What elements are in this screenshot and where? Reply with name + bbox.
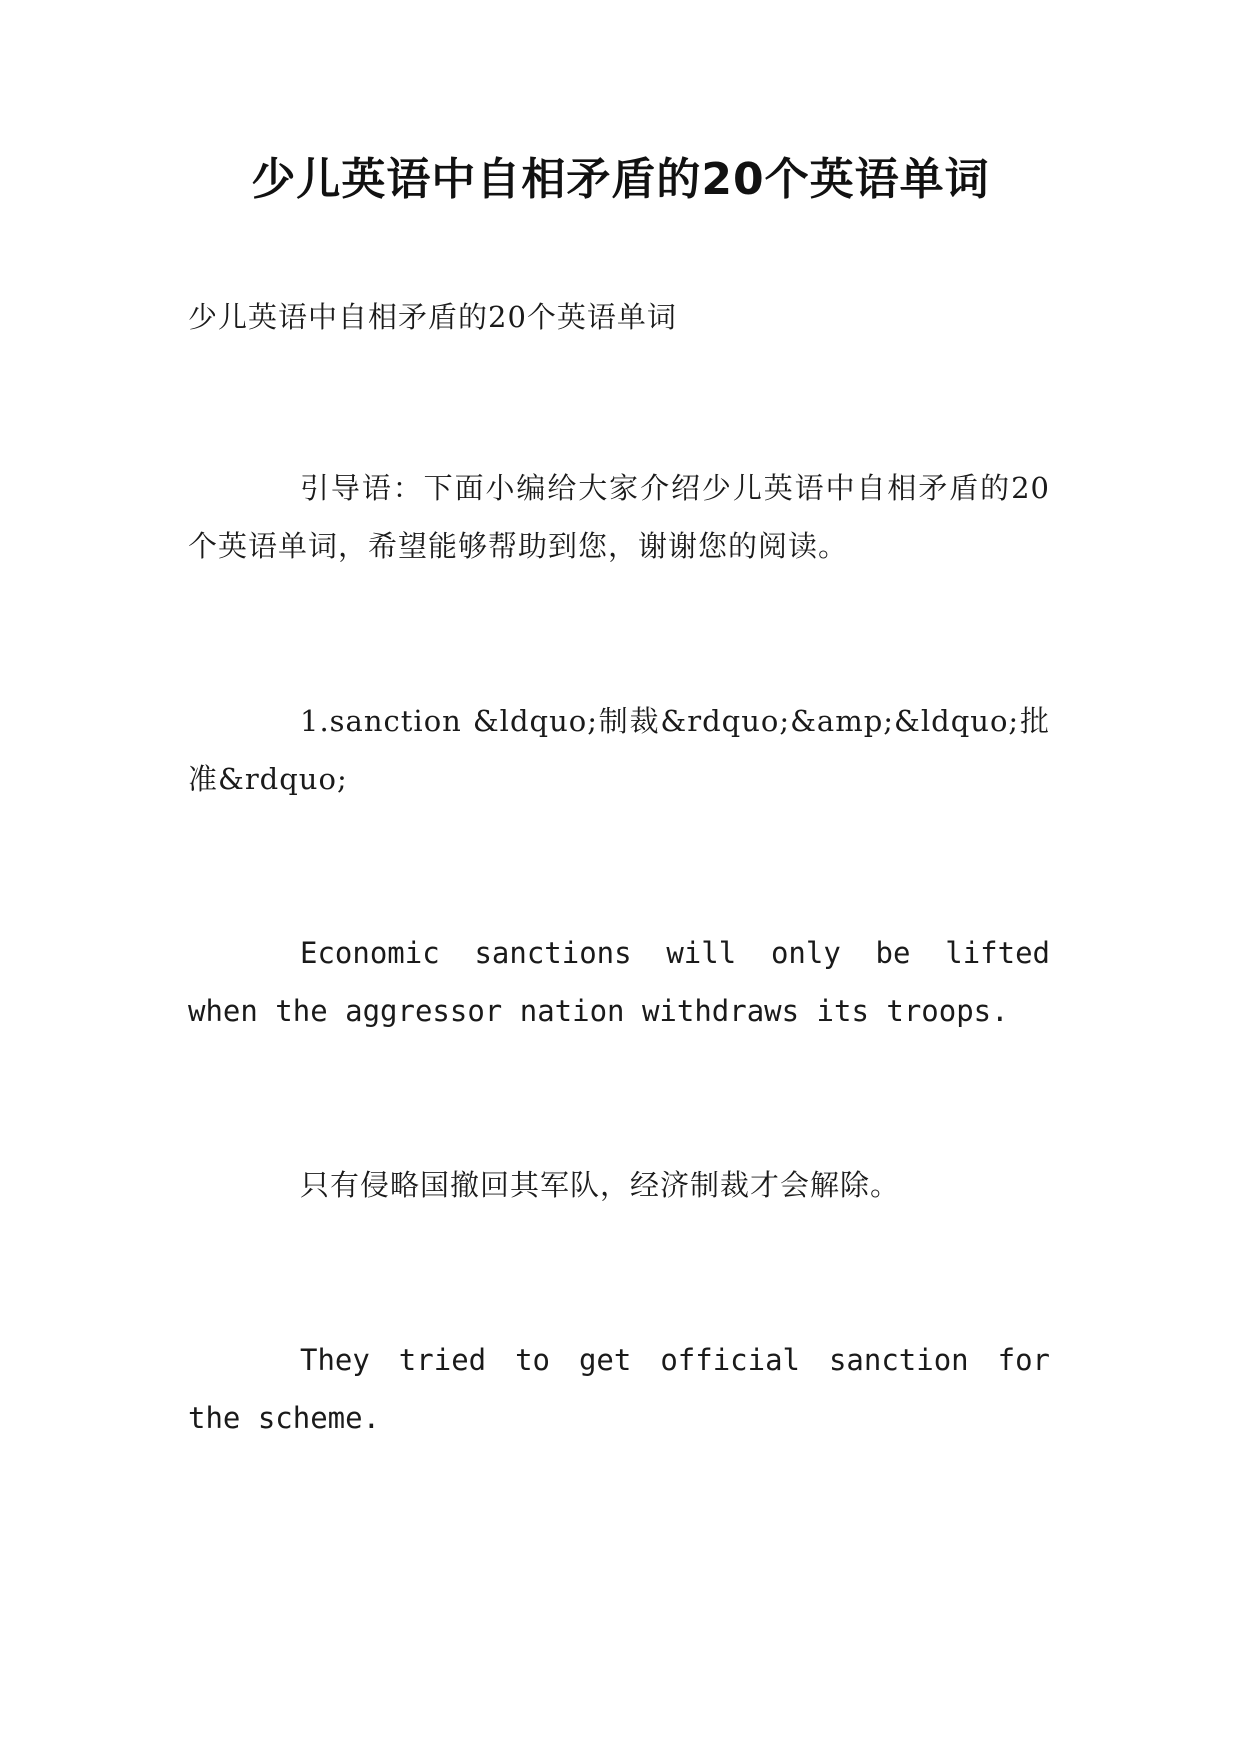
example-sentence-chinese: 只有侵略国撤回其军队，经济制裁才会解除。 — [300, 1168, 901, 1202]
item-heading-sanction: 1.sanction &ldquo;制裁&rdquo;&amp;&ldquo;批准&rdquo; — [188, 704, 1050, 796]
page-title: 少儿英语中自相矛盾的20个英语单词 — [251, 154, 990, 205]
document-subtitle: 少儿英语中自相矛盾的20个英语单词 — [188, 300, 677, 334]
example-sentence-english-2: They tried to get official sanction for the scheme. — [188, 1343, 1050, 1435]
example-sentence-english: Economic sanctions will only be lifted when the aggressor nation withdraws its troops. — [188, 936, 1050, 1028]
intro-paragraph: 引导语：下面小编给大家介绍少儿英语中自相矛盾的20个英语单词，希望能够帮助到您，谢谢您的阅读。 — [188, 471, 1050, 563]
